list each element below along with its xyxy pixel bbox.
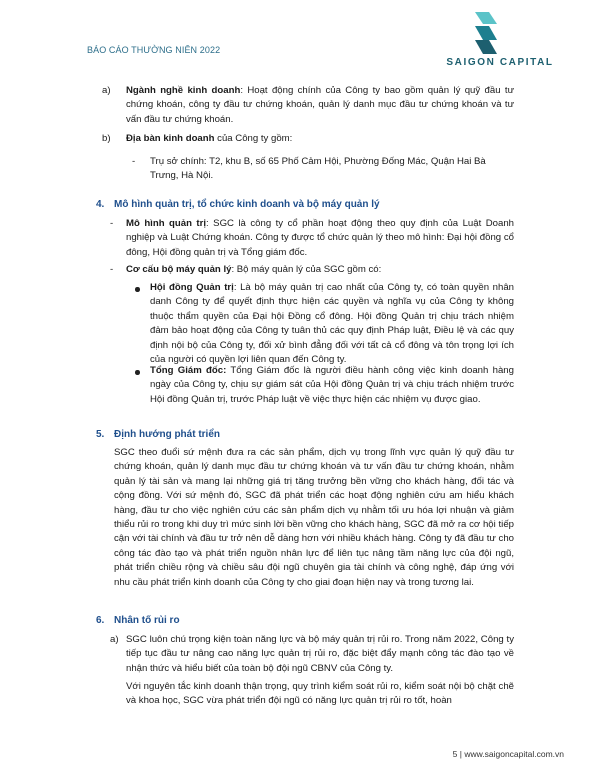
list-marker: b) <box>102 133 111 144</box>
section-title: Mô hình quản trị, tổ chức kinh doanh và bộ máy quản lý <box>114 199 380 210</box>
management-structure-label: Cơ cấu bộ máy quản lý <box>126 264 232 275</box>
business-area-text: của Công ty gồm: <box>214 133 293 144</box>
page-footer: 5 | www.saigoncapital.com.vn <box>452 749 564 759</box>
management-structure-text: : Bộ máy quản lý của SGC gồm có: <box>231 264 382 275</box>
bullet-icon <box>135 370 140 375</box>
general-director-label: Tổng Giám đốc: <box>150 365 227 376</box>
management-structure-paragraph <box>126 263 514 277</box>
list-marker: - <box>110 264 114 275</box>
logo-text: SAIGON CAPITAL <box>446 57 554 68</box>
risk-control-paragraph: Với nguyên tắc kinh doanh thận trọng, quy trình kiểm soát rủi ro, kiểm soát nội bộ chặt chẽ và khoa học, SGC vừa phát triển đội ngũ có năng lực quản trị rủi ro tốt, hoàn <box>126 681 514 707</box>
board-of-directors-label: Hội đồng Quản trị <box>150 282 234 293</box>
section-number: 4. <box>96 199 105 210</box>
business-lines-label: Ngành nghề kinh doanh <box>126 85 241 96</box>
governance-model-paragraph <box>126 217 514 260</box>
governance-model-label: Mô hình quản trị <box>126 218 207 229</box>
logo-s-mark-icon <box>471 12 501 54</box>
section-title: Định hướng phát triển <box>114 429 221 440</box>
list-marker: - <box>132 156 136 167</box>
general-director-text: Tổng Giám đốc là người điều hành công việc kinh doanh hàng ngày của Công ty, chịu sự giám sát của Hội đồng Quản trị và chịu trách nhiệm trước Hội đồng Quản trị, trước Pháp luật về việc thực hiện các nhiệm vụ được giao. <box>150 365 514 405</box>
list-marker: - <box>110 218 114 229</box>
board-of-directors-text: : Là bộ máy quản trị cao nhất của Công ty, có toàn quyền nhân danh Công ty để quyết định thực hiện các quyền và nghĩa vụ của Công ty không thuộc thẩm quyền của Đại hội Đồng cổ đông. Hội đồng Quản trị chịu trách nhiệm đảm bảo hoạt động của Công ty tuân thủ các quy định Pháp luật, Điều lệ và các quy định nội bộ của Công ty, đối xử bình đẳng đối với tất cả cổ đông và tôn trọng lợi ích của người có quyền lợi liên quan đến Công ty. <box>150 282 514 366</box>
bullet-icon <box>135 287 140 292</box>
list-marker: a) <box>102 85 111 96</box>
business-area-paragraph <box>126 132 514 146</box>
risk-management-paragraph: SGC luôn chú trọng kiện toàn năng lực và bộ máy quản trị rủi ro. Trong năm 2022, Công ty tiếp tục đầu tư nâng cao năng lực quản trị rủi ro, đặc biệt đẩy mạnh công tác đào tạo về nhận thức và hiểu biết của toàn bộ đội ngũ CBNV của Công ty. <box>126 634 514 674</box>
section-number: 5. <box>96 429 105 440</box>
section-title: Nhân tố rủi ro <box>114 615 180 626</box>
list-marker: a) <box>110 634 119 645</box>
business-area-label: Địa bàn kinh doanh <box>126 133 215 144</box>
saigon-capital-logo <box>436 12 564 70</box>
report-title: BÁO CÁO THƯỜNG NIÊN 2022 <box>87 45 221 55</box>
business-lines-text: : Hoạt động chính của Công ty bao gồm quản lý quỹ đầu tư chứng khoán, công ty đầu tư chứng khoán, quản lý danh mục đầu tư chứng khoán và tư vấn đầu tư chứng khoán. <box>126 85 514 125</box>
general-director-paragraph <box>150 364 514 407</box>
business-lines-paragraph <box>126 84 514 127</box>
governance-model-text: : SGC là công ty cổ phần hoạt động theo quy định của Luật Doanh nghiệp và Luật Chứng khoán. Công ty được tổ chức quản lý theo mô hình: Đại hội đồng cổ đông, Hội đồng quản trị và Tổng giám đốc. <box>126 218 514 258</box>
board-of-directors-paragraph <box>150 281 514 367</box>
section-number: 6. <box>96 615 105 626</box>
development-orientation-paragraph: SGC theo đuổi sứ mệnh đưa ra các sản phẩm, dịch vụ trong lĩnh vực quản lý quỹ đầu tư chứng khoán, quản lý danh mục đầu tư chứng khoán và tư vấn đầu tư chứng khoán, nhằm quản lý tài sản và mang lại những giá trị tăng trưởng bền vững cho khách hàng, đối tác và cộng đồng. Với sứ mệnh đó, SGC đã phát triển các hoạt động nghiên cứu am hiểu khách hàng, đầu tư cho việc nghiên cứu các sản phẩm dịch vụ nhằm tối ưu hóa lợi nhuận và giảm thiểu rủi ro trong khi duy trì mức sinh lời bền vững cho khách hàng, SGC đã mở ra cơ hội tiếp cận với tài chính và đầu tư trở nên dễ dàng hơn với nhiều khách hàng. Công ty đã đầu tư cho công tác đào tạo và phát triển nguồn nhân lực để liên tục nâng tầm năng lực của đội ngũ, phát triển chiều rộng và chiều sâu đội ngũ chuyên gia tài chính và công nghệ, đáp ứng với nhu cầu phát triển kinh doanh của Công ty cho giai đoạn hiện nay và trong tương lai. <box>114 447 514 588</box>
headquarters-address: Trụ sở chính: T2, khu B, số 65 Phố Cảm Hội, Phường Đống Mác, Quận Hai Bà Trưng, Hà Nội. <box>150 156 486 182</box>
